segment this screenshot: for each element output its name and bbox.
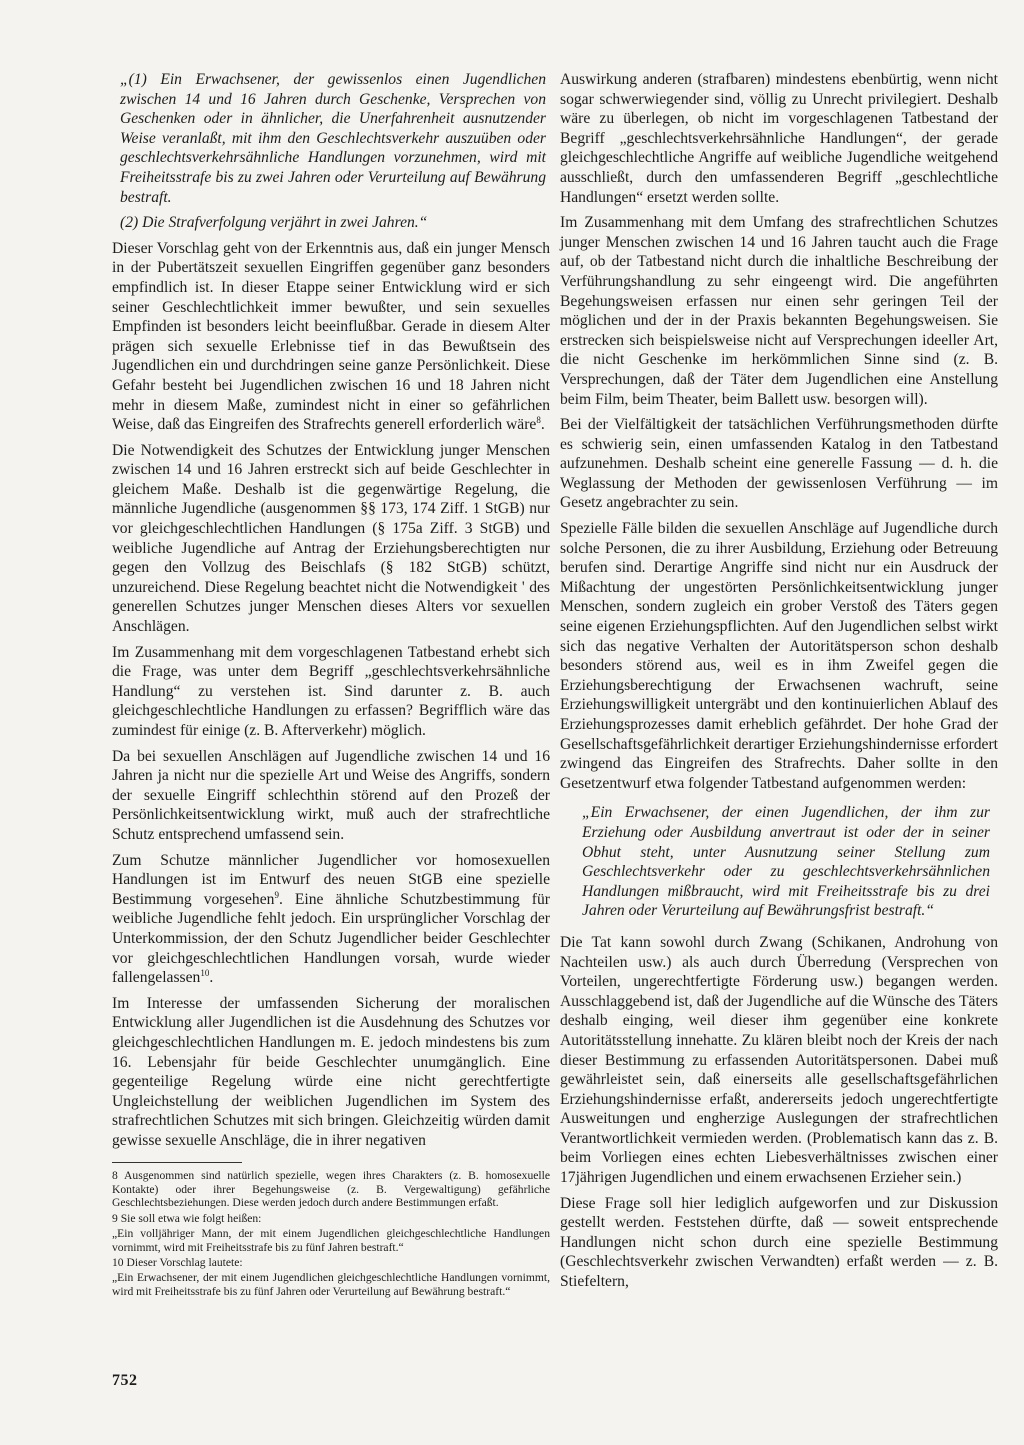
body-text: Dieser Vorschlag geht von der Erkenntnis aus, daß ein junger Mensch in der Pubertätszeit sexuellen Eingriffen gegenüber ganz besonders empfindlich ist. In dieser Etappe seiner Entwicklung wird er sich seiner Geschlechtlichkeit immer bewußter, und sein sexuelles Empfinden ist besonders leicht beeinflußbar. Gerade in diesem Alter prägen sich sexuelle Erlebnisse tief in das Bewußtsein des Jugendlichen ein und durchdringen seine ganze Persönlichkeit. Diese Gefahr besteht bei Jugendlichen zwischen 16 und 18 Jahren nicht mehr in diesem Maße, zumindest nicht in einer so gefährlichen Weise, daß das Eingreifen des Strafrechts generell erforderlich wäre	[112, 239, 550, 434]
body-paragraph: Im Interesse der umfassenden Sicherung der moralischen Entwicklung aller Jugendlichen ist die Ausdehnung des Schutzes vor gleichgeschlechtlichen Handlungen m. E. jedoch mindestens bis zum 16. Lebensjahr für beide Geschlechter unumgänglich. Eine gegenteilige Regelung würde eine nicht gerechtfertigte Ungleichstellung der weiblichen Jugendlichen im System des strafrechtlichen Schutzes mit sich bringen. Gleichzeitig würden damit gewisse sexuelle Anschläge, die in ihrer negativen	[112, 994, 550, 1149]
footnote-10-heading: 10 Dieser Vorschlag lautete:	[112, 1255, 243, 1269]
right-column	[560, 70, 998, 1298]
body-paragraph: Im Zusammenhang mit dem Umfang des strafrechtlichen Schutzes junger Menschen zwischen 14 und 16 Jahren taucht auch die Frage auf, ob der Tatbestand nicht durch die inhaltliche Beschreibung der Verführungshandlung zu sehr eingeengt wird. Die angeführten Begehungsweisen erfassen nur einen sehr geringen Teil der möglichen und der in der Praxis bekannten Begehungsweisen. Sie erstrecken sich beispielsweise nicht auf Versprechungen ideeller Art, die nicht Geschenke im herkömmlichen Sinne sind (z. B. Versprechungen, daß der Täter dem Jugendlichen eine Anstellung beim Film, beim Theater, beim Ballett usw. besorgen will).	[560, 214, 998, 408]
body-text: . Eine ähnliche Schutzbestimmung für weibliche Jugendliche fehlt jedoch. Ein ursprünglicher Vorschlag der Unterkommission, der den Schutz Jugendlicher beider Geschlechter vor gleichgeschlechtlichen Handlungen vorsah, wurde wieder fallengelassen	[112, 890, 550, 987]
body-paragraph: Die Notwendigkeit des Schutzes der Entwicklung junger Menschen zwischen 14 und 16 Jahren erstreckt sich auf beide Geschlechter in gleichem Maße. Deshalb ist die gegenwärtige Regelung, die männliche Jugendliche (ausgenommen §§ 173, 174 Ziff. 1 StGB) nur vor gleichgeschlechtlichen Handlungen (§ 175a Ziff. 3 StGB) und weibliche Jugendliche auf Antrag der Erziehungsberechtigten nur gegen den Vollzug des Beischlafs (§ 182 StGB) schützt, unzureichend. Diese Regelung beachtet nicht die Notwendigkeit ' des generellen Schutzes junger Menschen dieses Alters vor sexuellen Anschlägen.	[112, 441, 550, 636]
body-paragraph: Spezielle Fälle bilden die sexuellen Anschläge auf Jugendliche durch solche Personen, die zu ihrer Ausbildung, Erziehung oder Betreuung berufen sind. Derartige Angriffe sind nicht nur ein Ausdruck der Mißachtung der ungestörten Persönlichkeitsentwicklung junger Menschen, sondern zugleich ein grober Verstoß des Täters gegen seine eigenen Erziehungspflichten. Auf den Jugendlichen selbst wirkt sich das negative Verhalten der Autoritätsperson schon deshalb besonders störend aus, weil es in ihm Zweifel gegen die Erziehungsberechtigung der Erwachsenen wachruft, seine Erziehungswilligkeit untergräbt und den kontinuierlichen Ablauf des Erziehungsprozesses damit erheblich gefährdet. Der hohe Grad der Gesellschaftsgefährlichkeit derartiger Erziehungshindernisse erfordert zwingend das Eingreifen des Strafrechts. Daher sollte in den Gesetzentwurf etwa folgender Tatbestand aufgenommen werden:	[560, 520, 998, 792]
body-text: Zum Schutze männlicher Jugendlicher vor homosexuellen Handlungen ist im Entwurf des neuen StGB eine spezielle Bestimmung vorgesehen	[112, 851, 550, 908]
proposed-provision-quote: „Ein Erwachsener, der einen Jugendlichen, der ihm zur Erziehung oder Ausbildung anvertraut ist oder der in seiner Obhut steht, unter Ausnutzung seiner Stellung zum Geschlechtsverkehr oder zu geschlechtsverkehrsähnlichen Handlungen mißbraucht, wird mit Freiheitsstrafe bis zu drei Jahren oder Verurteilung auf Bewährungsfrist bestraft.“	[582, 804, 990, 920]
body-paragraph: Auswirkung anderen (strafbaren) mindestens ebenbürtig, wenn nicht sogar schwerwiegender sind, völlig zu Unrecht privilegiert. Deshalb wäre zu überlegen, ob nicht im vorgeschlagenen Tatbestand der Begriff „geschlechtsverkehrsähnliche Handlungen“, der gerade gleichgeschlechtliche Angriffe auf weibliche Jugendliche weitgehend ausschließt, durch den umfassenderen Begriff „geschlechtliche Handlungen“ ersetzt werden sollte.	[560, 71, 998, 206]
quoted-provision-paragraph-1: „(1) Ein Erwachsener, der gewissenlos einen Jugendlichen zwischen 14 und 16 Jahren durch Geschenke, Versprechen von Geschenken oder in ähnlicher, die Unerfahrenheit ausnutzender Weise veranlaßt, mit ihm den Geschlechtsverkehr auszuüben oder geschlechtsverkehrsähnliche Handlungen vorzunehmen, wird mit Freiheitsstrafe bis zu zwei Jahren oder Verurteilung auf Bewährung bestraft.	[120, 71, 546, 206]
body-paragraph: Da bei sexuellen Anschlägen auf Jugendliche zwischen 14 und 16 Jahren ja nicht nur die spezielle Art und Weise des Angriffs, sondern der sexuelle Eingriff schlechthin störend auf den Prozeß der Persönlichkeitsentwicklung wirkt, muß auch der strafrechtliche Schutz entsprechend umfassend sein.	[112, 747, 550, 843]
quoted-provision-paragraph-2: (2) Die Strafverfolgung verjährt in zwei Jahren.“	[120, 214, 428, 232]
body-paragraph: Diese Frage soll hier lediglich aufgeworfen und zur Diskussion gestellt werden. Feststehen dürfte, daß — soweit entsprechende Handlungen nicht schon durch eine spezielle Bestimmung (Geschlechtsverkehr zwischen Verwandten) erfaßt werden — z. B. Stiefeltern,	[560, 1194, 998, 1291]
footnote-ref-9: 9	[274, 889, 279, 900]
body-text: .	[209, 969, 214, 987]
footnote-divider	[112, 1162, 242, 1163]
body-paragraph: Im Zusammenhang mit dem vorgeschlagenen Tatbestand erhebt sich die Frage, was unter dem Begriff „geschlechtsverkehrsähnliche Handlung“ zu verstehen ist. Sind darunter z. B. auch gleichgeschlechtliche Handlungen zu erfassen? Begrifflich wäre das zumindest für einige (z. B. Afterverkehr) möglich.	[112, 643, 550, 739]
footnote-9-heading: 9 Sie soll etwa wie folgt heißen:	[112, 1211, 262, 1225]
body-paragraph: Bei der Vielfältigkeit der tatsächlichen Verführungsmethoden dürfte es schwierig sein, einen umfassenden Katalog in den Tatbestand aufzunehmen. Deshalb scheint eine generelle Fassung — d. h. die Weglassung der Methoden der gewissenlosen Verführung — im Gesetz angebrachter zu sein.	[560, 416, 998, 512]
footnote-9-text: „Ein volljähriger Mann, der mit einem Jugendlichen gleichgeschlechtliche Handlungen vornimmt, wird mit Freiheitsstrafe bis zu fünf Jahren bestraft.“	[112, 1227, 550, 1254]
body-paragraph	[112, 851, 550, 988]
footnote-ref-10: 10	[200, 967, 210, 978]
page-number: 752	[112, 1372, 138, 1389]
footnote-10-text: „Ein Erwachsener, der mit einem Jugendlichen gleichgeschlechtliche Handlungen vornimmt, wird mit Freiheitsstrafe bis zu fünf Jahren oder Verurteilung auf Bewährung bestraft.“	[112, 1271, 550, 1298]
left-column	[112, 70, 550, 1300]
footnote-ref-8: 8	[536, 414, 541, 425]
body-paragraph	[112, 239, 550, 435]
footnote-8: 8 Ausgenommen sind natürlich spezielle, wegen ihres Charakters (z. B. homosexuelle Kontakte) oder ihrer Begehungsweise (z. B. Vergewaltigung) gefährliche Geschlechtsbeziehungen. Diese werden jedoch durch andere Bestimmungen erfaßt.	[112, 1169, 550, 1210]
body-text: .	[540, 416, 545, 434]
body-paragraph: Die Tat kann sowohl durch Zwang (Schikanen, Androhung von Nachteilen usw.) als auch durch Überredung (Versprechen von Vorteilen, ungerechtfertigte Förderung usw.) begangen werden. Ausschlaggebend ist, daß der Jugendliche auf die Wünsche des Täters deshalb einging, weil dieser ihm gegenüber eine konkrete Autoritätsstellung innehatte. Zu klären bleibt noch der Kreis der nach dieser Bestimmung zu erfassenden Autoritätspersonen. Dabei muß gewährleistet sein, daß einerseits alle gesellschaftsgefährlichen Erziehungshindernisse erfaßt, andererseits jedoch ungerechtfertigte Ausweitungen und engherzige Auslegungen der strafrechtlichen Verantwortlichkeit vermieden werden. (Problematisch kann das z. B. beim Vorliegen eines echten Liebesverhältnisses zwischen einer 17jährigen Jugendlichen und einem erwachsenen Erzieher sein.)	[560, 933, 998, 1187]
